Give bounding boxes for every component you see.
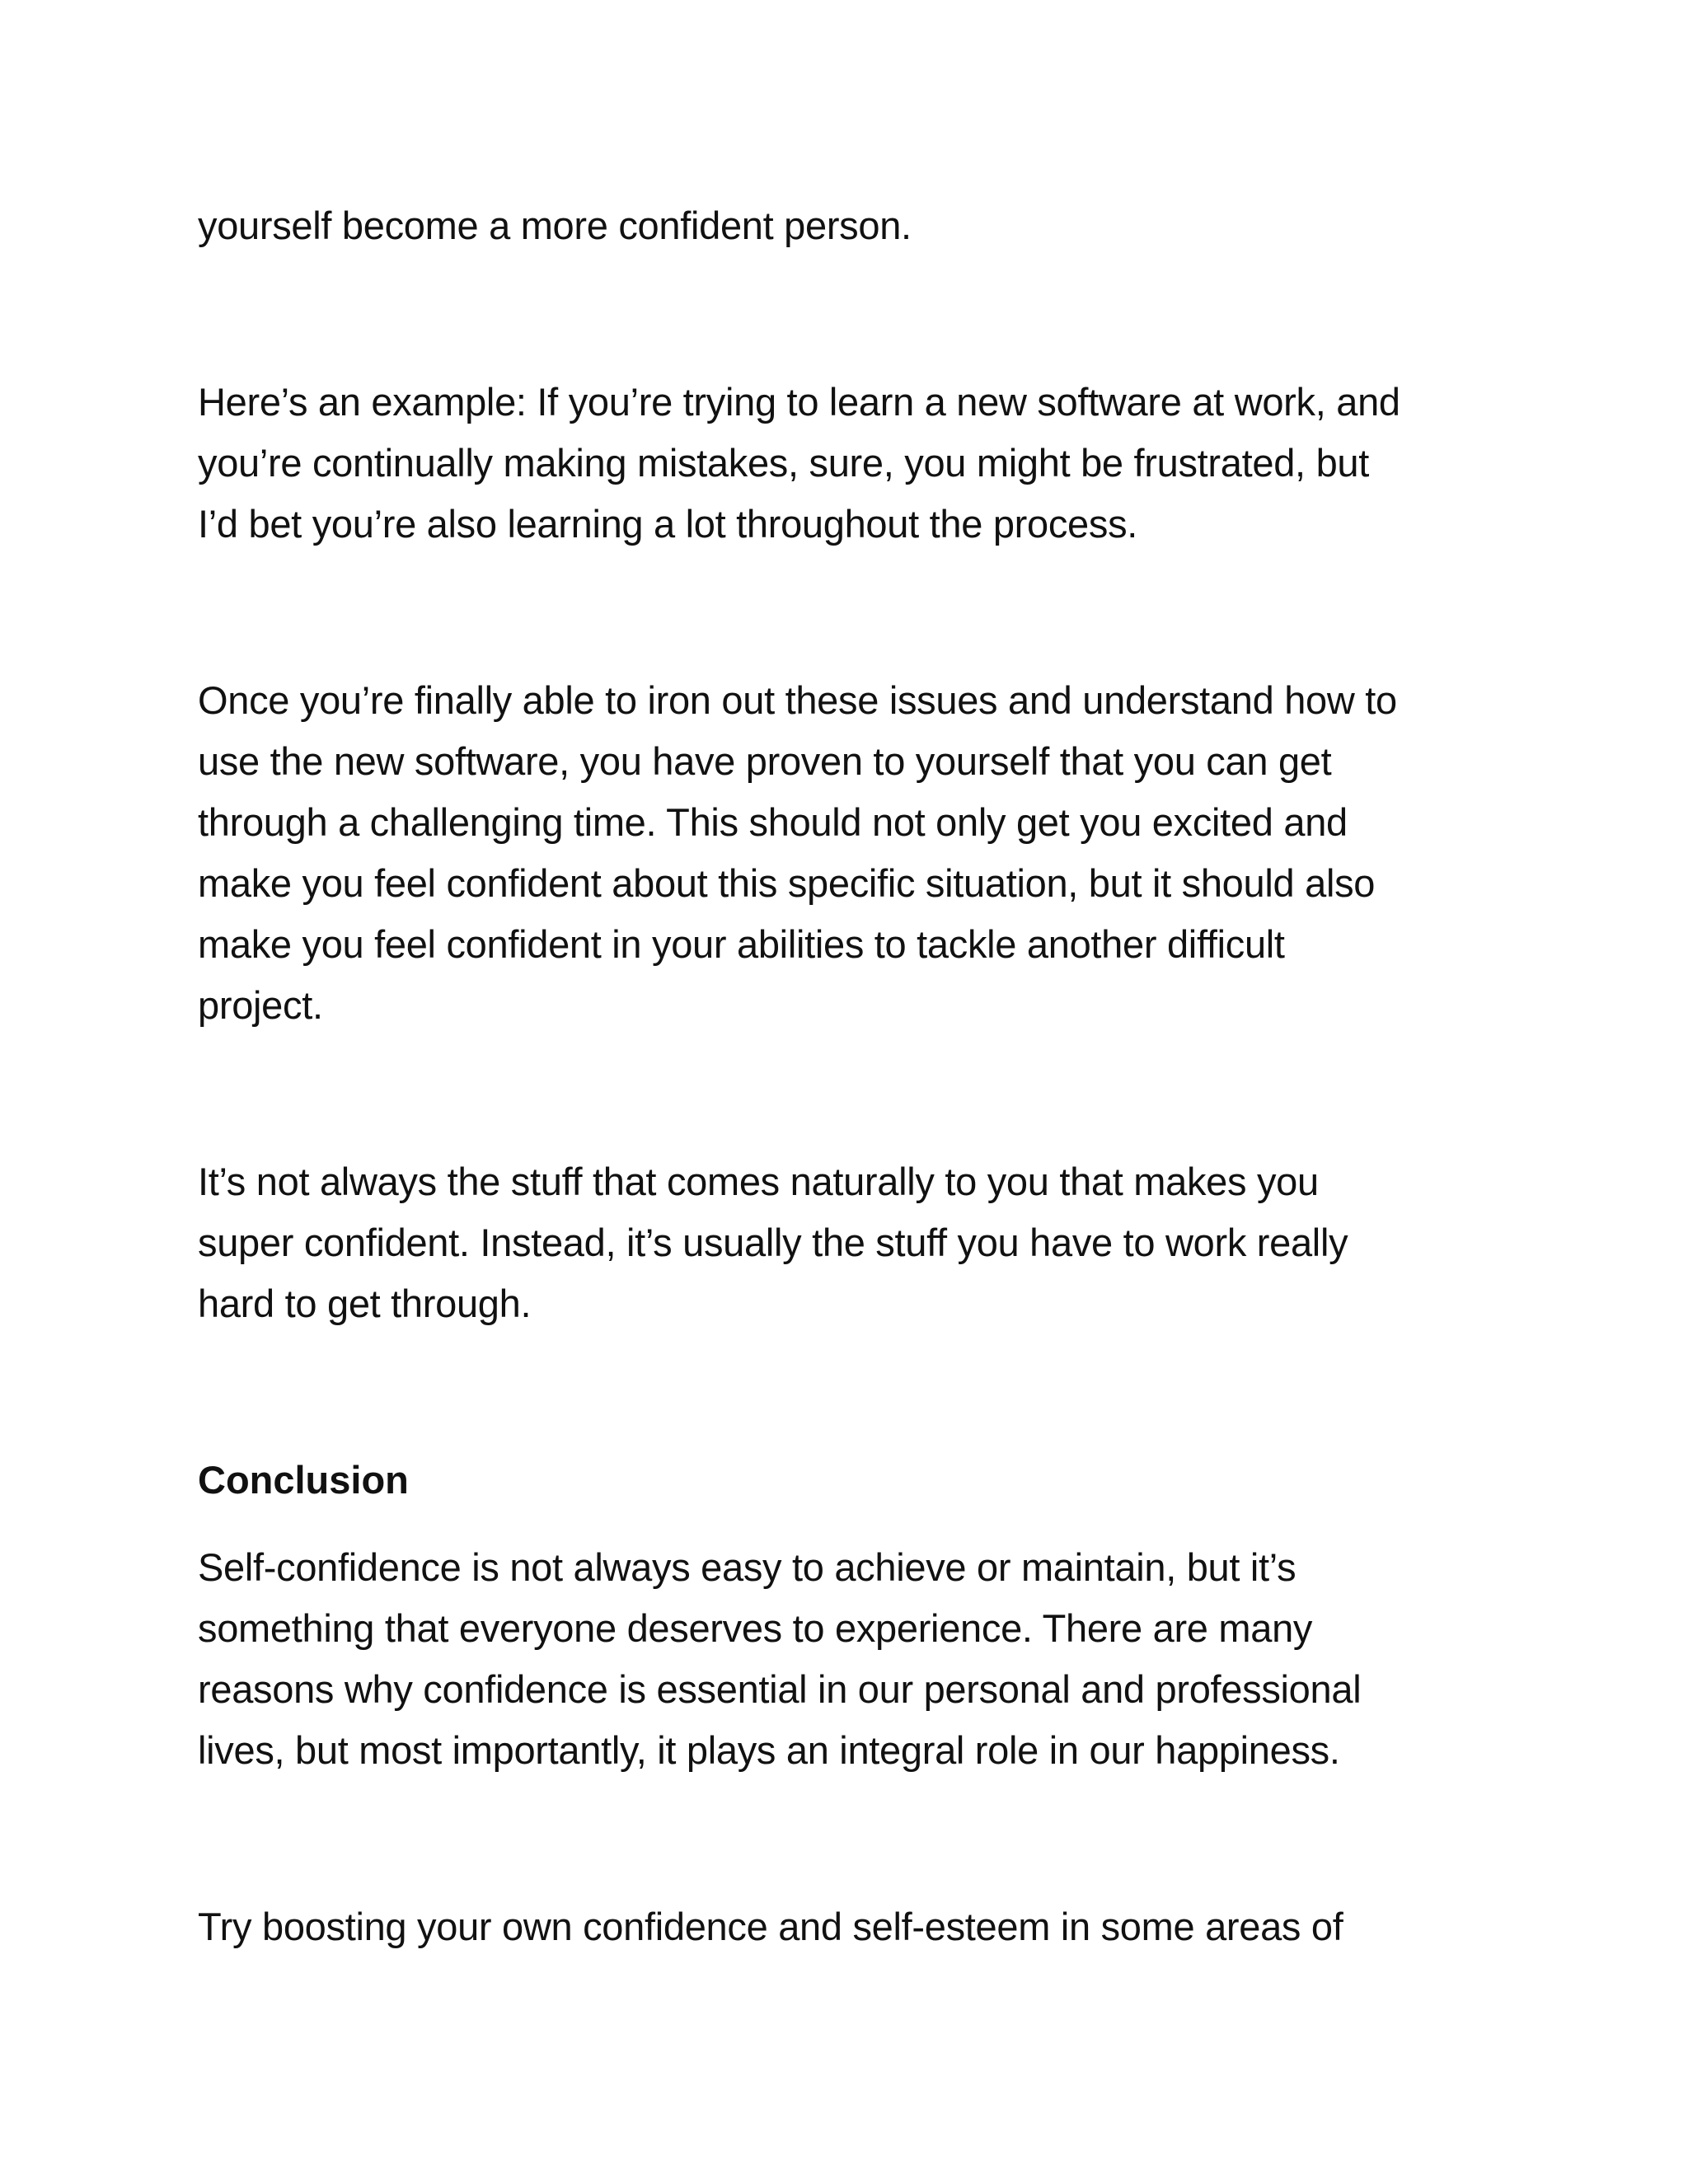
once-paragraph-line-1: Once you’re finally able to iron out these issues and understand how to [198,678,1397,722]
once-paragraph-line-2: use the new software, you have proven to yourself that you can get [198,739,1332,783]
once-paragraph-line-6: project. [198,983,323,1027]
conclusion-heading: Conclusion [198,1458,409,1502]
conclusion-paragraph-line-4: lives, but most importantly, it plays an integral role in our happiness. [198,1728,1340,1772]
example-paragraph-line-3: I’d bet you’re also learning a lot throughout the process. [198,502,1138,546]
example-paragraph-line-2: you’re continually making mistakes, sure, you might be frustrated, but [198,441,1370,485]
try-paragraph-line-1: Try boosting your own confidence and self-esteem in some areas of [198,1905,1343,1948]
once-paragraph-line-4: make you feel confident about this specific situation, but it should also [198,861,1376,905]
once-paragraph-line-5: make you feel confident in your abilities to tackle another difficult [198,922,1285,966]
conclusion-paragraph-line-3: reasons why confidence is essential in our personal and professional [198,1667,1362,1711]
example-paragraph-line-1: Here’s an example: If you’re trying to learn a new software at work, and [198,380,1400,424]
conclusion-paragraph-line-2: something that everyone deserves to experience. There are many [198,1606,1313,1650]
once-paragraph-line-3: through a challenging time. This should not only get you excited and [198,800,1348,844]
natural-paragraph-line-1: It’s not always the stuff that comes naturally to you that makes you [198,1160,1319,1203]
natural-paragraph-line-2: super confident. Instead, it’s usually the stuff you have to work really [198,1221,1348,1264]
natural-paragraph-line-3: hard to get through. [198,1282,532,1325]
conclusion-paragraph-line-1: Self-confidence is not always easy to achieve or maintain, but it’s [198,1545,1296,1589]
intro-line: yourself become a more confident person. [198,204,912,247]
